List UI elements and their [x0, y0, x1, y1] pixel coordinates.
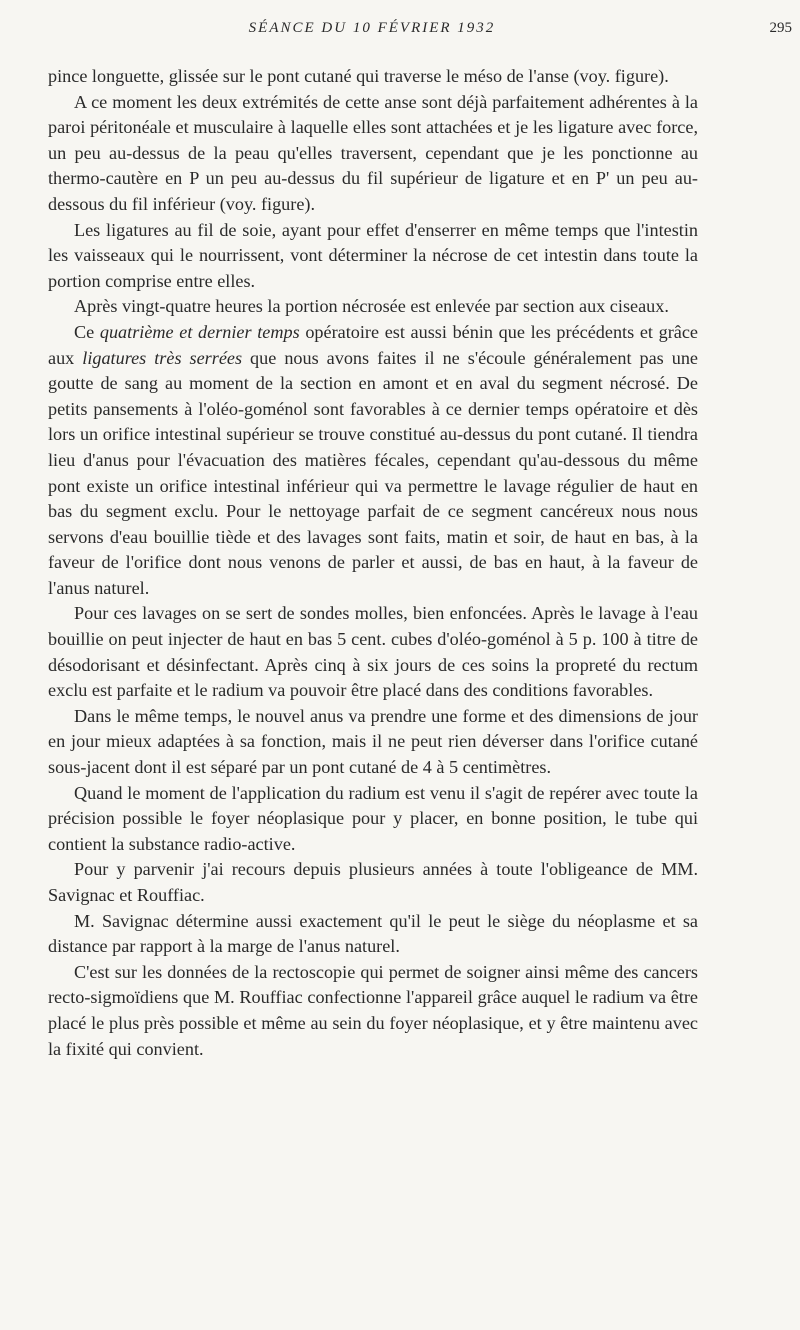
paragraph-6: Pour ces lavages on se sert de sondes molles, bien enfoncées. Après le lavage à l'eau bouillie on peut injecter de haut en bas 5 cent. cubes d'oléo-goménol à 5 p. 100 à titre de désodorisant et désinfectant. Après cinq à six jours de ces soins la propreté du rectum exclu est parfaite et le radium va pouvoir être placé dans des conditions favorables. [48, 603, 698, 701]
paragraph-4: Après vingt-quatre heures la portion nécrosée est enlevée par section aux ciseaux. [74, 296, 669, 317]
paragraph-1: pince longuette, glissée sur le pont cutané qui traverse le méso de l'anse (voy. figure). [48, 66, 669, 86]
page-header [48, 20, 792, 44]
body-text [48, 64, 698, 1062]
paragraph-5-start: Ce [74, 321, 100, 342]
emphasis-quatrieme-temps: quatrième et dernier temps [99, 321, 300, 342]
paragraph-9: Pour y parvenir j'ai recours depuis plusieurs années à toute l'obligeance de MM. Savignac et Rouffiac. [48, 859, 698, 905]
emphasis-ligatures: ligatures très serrées [82, 347, 243, 368]
paragraph-10: M. Savignac détermine aussi exactement qu'il le peut le siège du néoplasme et sa distance par rapport à la marge de l'anus naturel. [48, 910, 698, 957]
paragraph-3: Les ligatures au fil de soie, ayant pour effet d'enserrer en même temps que l'intestin les vaisseaux qui le nourrissent, vont déterminer la nécrose de cet intestin dans toute la portion comprise entre elles. [48, 219, 698, 291]
paragraph-11: C'est sur les données de la rectoscopie qui permet de soigner ainsi même des cancers recto-sigmoïdiens que M. Rouffiac confectionne l'appareil grâce auquel le radium va être placé le plus près possible et même au sein du foyer néoplasique, et y être maintenu avec la fixité qui convient. [48, 961, 698, 1059]
paragraph-2: A ce moment les deux extrémités de cette anse sont déjà parfaitement adhérentes à la paroi péritonéale et musculaire à laquelle elles sont attachées et je les ligature avec force, un peu au-dessus de la peau qu'elles traversent, cependant que je les ponctionne au thermo-cautère en P un peu au-dessus du fil supérieur de ligature et en P' un peu au-dessous du fil inférieur (voy. figure). [48, 91, 698, 214]
paragraph-5-middle: opératoire est aussi bénin que les précédents et grâce aux [48, 321, 698, 368]
running-title: SÉANCE DU 10 FÉVRIER 1932 [248, 20, 496, 36]
paragraph-8: Quand le moment de l'application du radium est venu il s'agit de repérer avec toute la précision possible le foyer néoplasique pour y placer, en bonne position, le tube qui contient la substance radio-active. [48, 782, 698, 854]
page-number: 295 [769, 20, 792, 36]
paragraph-5-end: que nous avons faites il ne s'écoule généralement pas une goutte de sang au moment de la section en amont et en aval du segment nécrosé. De petits pansements à l'oléo-goménol sont favorables à ce dernier temps opératoire et dès lors un orifice intestinal supérieur se trouve constitué au-dessus du pont cutané. Il tiendra lieu d'anus pour l'évacuation des matières fécales, cependant qu'au-dessous du même pont existe un orifice intestinal inférieur qui va permettre le lavage régulier de haut en bas du segment exclu. Pour le nettoyage parfait de ce segment cancéreux nous nous servons d'eau bouillie tiède et des lavages sont faits, matin et soir, de haut en bas, à la faveur de l'orifice dont nous venons de parler et aussi, de bas en haut, à la faveur de l'anus naturel. [48, 347, 698, 598]
paragraph-7: Dans le même temps, le nouvel anus va prendre une forme et des dimensions de jour en jour mieux adaptées à sa fonction, mais il ne peut rien déverser dans l'orifice cutané sous-jacent dont il est séparé par un pont cutané de 4 à 5 centimètres. [48, 705, 698, 778]
paragraph-5 [48, 320, 698, 602]
